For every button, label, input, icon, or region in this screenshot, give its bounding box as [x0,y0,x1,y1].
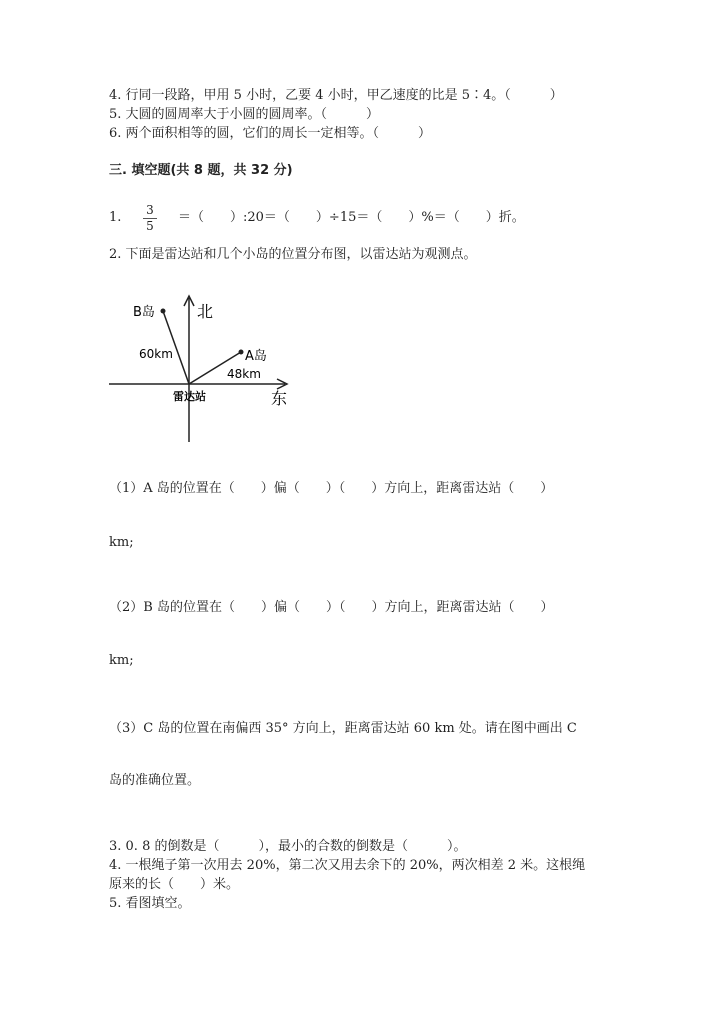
q3: 3. 0. 8 的倒数是（ ），最小的合数的倒数是（ ）。 [109,839,467,854]
q1-fraction [143,203,157,234]
label-island-b: B岛 [133,305,155,320]
q2-part1: （1）A 岛的位置在（ ）偏（ ）（ ）方向上，距离雷达站（ ） [109,481,554,496]
q2-intro: 2. 下面是雷达站和几个小岛的位置分布图，以雷达站为观测点。 [109,247,477,262]
radar-diagram [105,290,305,450]
label-north: 北 [197,302,214,321]
judgement-q4: 4. 行同一段路，甲用 5 小时，乙要 4 小时，甲乙速度的比是 5∶4。（ ） [109,88,563,103]
label-island-a: A岛 [245,349,267,364]
point-a [239,350,244,355]
judgement-q5: 5. 大圆的圆周率大于小圆的圆周率。（ ） [109,107,380,122]
point-b [161,309,166,314]
judgement-q6: 6. 两个面积相等的圆，它们的周长一定相等。（ ） [109,126,432,141]
q4-line2: 原来的长（ ）米。 [109,877,240,892]
q2-part3-cont: 岛的准确位置。 [109,773,201,788]
fraction-numerator: 3 [143,203,157,219]
q5: 5. 看图填空。 [109,896,191,911]
q4-line1: 4. 一根绳子第一次用去 20%，第二次又用去余下的 20%，两次相差 2 米。这根绳 [109,858,586,873]
q1-number: 1. [109,210,122,225]
fraction-denominator: 5 [146,219,154,233]
label-distance-b: 60km [139,347,173,361]
label-distance-a: 48km [227,367,261,381]
label-station: 雷达站 [173,390,206,403]
label-east: 东 [271,389,288,408]
q2-part2: （2）B 岛的位置在（ ）偏（ ）（ ）方向上，距离雷达站（ ） [109,600,554,615]
q2-part3: （3）C 岛的位置在南偏西 35° 方向上，距离雷达站 60 km 处。请在图中画出 C [109,721,577,736]
q2-part2-unit: km; [109,653,134,668]
section-heading: 三. 填空题(共 8 题，共 32 分) [109,163,293,178]
q1-text: ＝（ ）:20＝（ ）÷15＝（ ）%＝（ ）折。 [178,210,525,225]
q2-part1-unit: km; [109,535,134,550]
